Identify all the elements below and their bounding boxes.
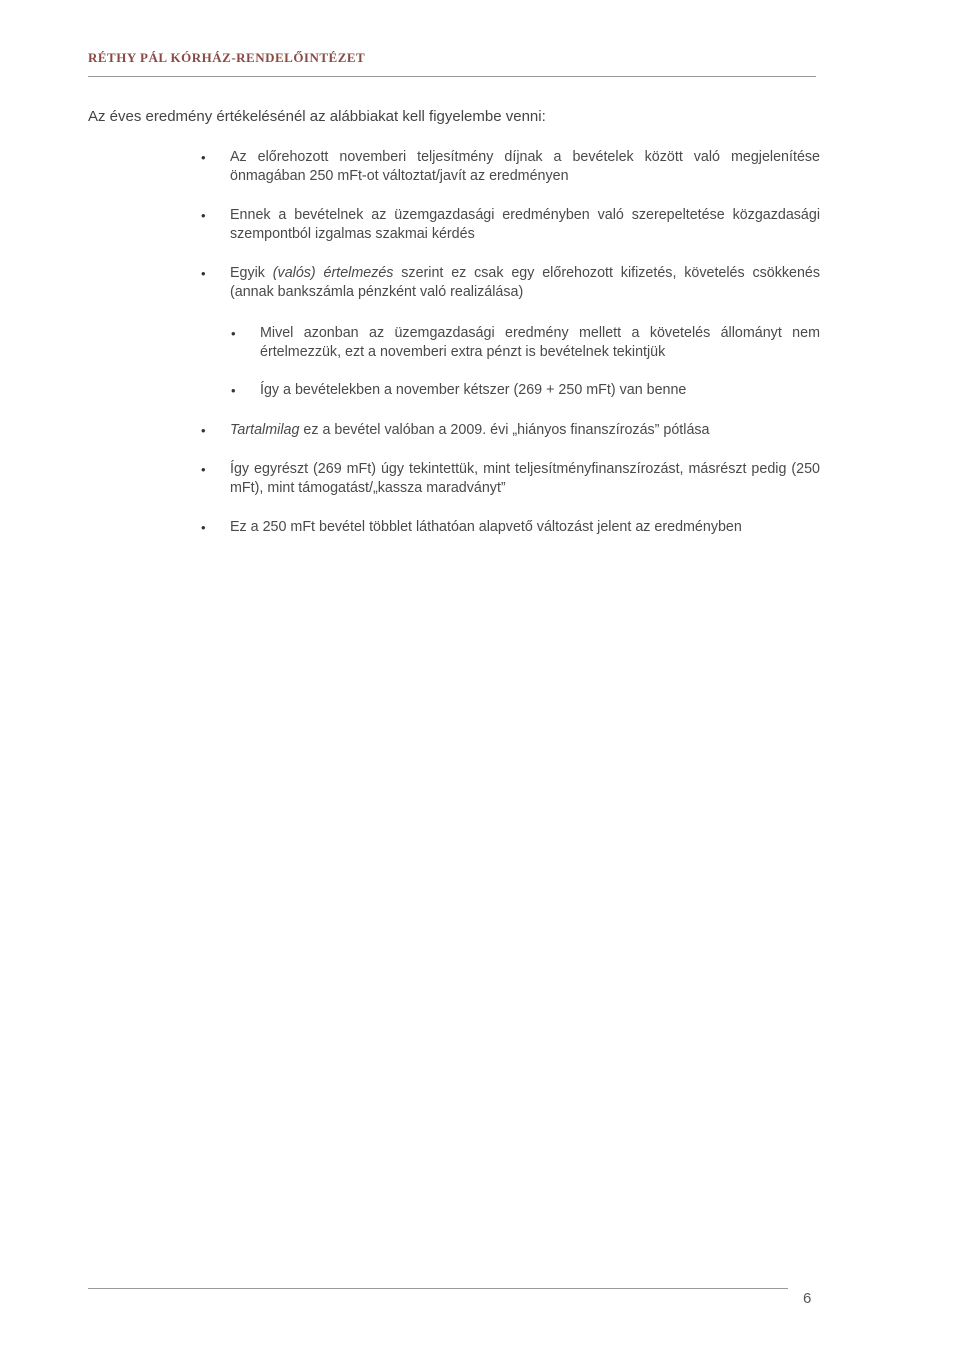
bullet-text-suffix: szerint ez csak egy előrehozott kifizetés, követelés csökkenés (annak bankszámla pénzként való realizálása): [230, 265, 821, 300]
bullet-text: Az előrehozott novemberi teljesítmény díjnak a bevételek között való megjelenítése önmagában 250 mFt-ot változtat/javít az eredményen: [230, 149, 820, 184]
bullet-item: [200, 421, 820, 440]
bullet-item: [200, 518, 820, 537]
header-divider: [88, 76, 816, 77]
header-title: RÉTHY PÁL KÓRHÁZ-RENDELŐINTÉZET: [88, 50, 366, 65]
bullet-text-italic: (valós) értelmezés: [272, 265, 394, 281]
footer-divider: [88, 1288, 788, 1289]
intro-text: Az éves eredmény értékelésénél az alábbiakat kell figyelembe venni:: [88, 108, 546, 125]
bullet-text: Ez a 250 mFt bevétel többlet láthatóan alapvető változást jelent az eredményben: [230, 519, 742, 535]
bullet-text: Mivel azonban az üzemgazdasági eredmény mellett a követelés állományt nem értelmezzük, ezt a novemberi extra pénzt is bevételnek tekintjük: [260, 325, 820, 360]
bullet-item: [200, 264, 820, 302]
page-number: 6: [803, 1290, 812, 1307]
bullet-item: [200, 206, 820, 244]
bullet-list: [200, 148, 820, 537]
sub-bullet-item: [230, 324, 820, 362]
bullet-text-italic: Tartalmilag: [230, 422, 300, 438]
bullet-text: Így egyrészt (269 mFt) úgy tekintettük, mint teljesítményfinanszírozást, másrészt pedig (250 mFt), mint támogatást/„kassza maradványt”: [230, 461, 820, 496]
bullet-text: Ennek a bevételnek az üzemgazdasági eredményben való szerepeltetése közgazdasági szempontból izgalmas szakmai kérdés: [230, 207, 820, 242]
bullet-item: [200, 148, 820, 186]
sub-bullet-item: [230, 381, 820, 400]
bullet-text-suffix: ez a bevétel valóban a 2009. évi „hiányos finanszírozás” pótlása: [299, 422, 710, 438]
bullet-text: Így a bevételekben a november kétszer (269 + 250 mFt) van benne: [260, 382, 687, 398]
bullet-text-prefix: Egyik: [230, 265, 273, 281]
bullet-item: [200, 460, 820, 498]
